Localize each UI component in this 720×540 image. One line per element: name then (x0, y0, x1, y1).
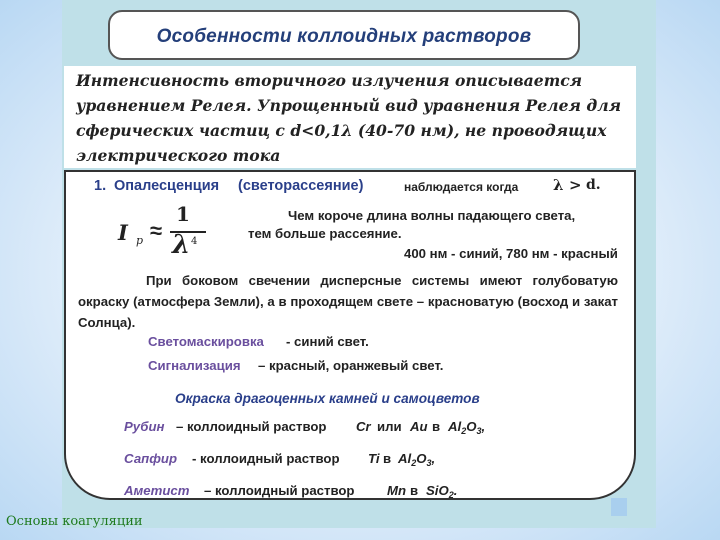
formula-intensity: I (118, 220, 128, 245)
intro-text: Интенсивность вторичного излучения описывается уравнением Релея. Упрощенный вид уравнения Релея для сферических частиц с d<0,1λ (40-70 нм), не проводящих электрического тока (76, 71, 622, 165)
section-number: 1. (94, 178, 107, 194)
condition-gt: > (569, 176, 582, 194)
ruby-text: – коллоидный раствор (176, 419, 327, 434)
signal-value: – красный, оранжевый свет. (258, 358, 444, 373)
section-condition: наблюдается когда (404, 180, 519, 194)
sapphire-text: - коллоидный раствор (192, 451, 340, 466)
ruby-metal-2: Au (410, 419, 428, 434)
decorative-square (611, 498, 627, 516)
sapphire-formula: $Al_2O_3$, (398, 451, 436, 468)
formula-numerator: 1 (176, 202, 190, 226)
condition-lambda: λ (553, 176, 564, 194)
footer-link[interactable]: Основы коагуляции (6, 514, 143, 529)
note-line-1: Чем короче длина волны падающего света, (288, 208, 576, 223)
condition-d: d. (586, 177, 601, 193)
amethyst-text: – коллоидный раствор (204, 483, 355, 498)
formula-subscript-p: p (136, 234, 144, 247)
ruby-in: в (432, 419, 441, 434)
mask-label: Светомаскировка (148, 334, 264, 349)
ruby-metal-1: Cr (356, 419, 371, 434)
sapphire-label: Сапфир (124, 451, 178, 466)
ruby-formula: $Al_2O_3$, (448, 419, 486, 436)
ruby-label: Рубин (124, 419, 165, 434)
ruby-or: или (377, 419, 402, 434)
amethyst-label: Аметист (124, 483, 190, 498)
note-line-3: 400 нм - синий, 780 нм - красный (404, 246, 618, 261)
mask-value: - синий свет. (286, 334, 369, 349)
signal-label: Сигнализация (148, 358, 241, 373)
note-line-2: тем больше рассеяние. (248, 226, 402, 241)
amethyst-metal: Mn (387, 483, 407, 498)
scattering-paragraph (78, 270, 618, 333)
scattering-paragraph-text: При боковом свечении дисперсные системы имеют голубоватую окраску (атмосфера Земли), а в проходящем свете – красноватую (восход и закат Солнца). (78, 273, 618, 330)
sapphire-in: в (383, 451, 392, 466)
amethyst-formula: SiO$_2$. (426, 483, 458, 500)
section-paren: (светорассеяние) (238, 178, 364, 194)
sapphire-metal: Ti (368, 451, 380, 466)
amethyst-in: в (410, 483, 419, 498)
slide-title: Особенности коллоидных растворов (156, 26, 532, 47)
formula-lambda: λ (172, 230, 191, 260)
formula-approx-sign: ≈ (150, 218, 163, 243)
section-name: Опалесценция (114, 178, 220, 194)
gems-heading: Окраска драгоценных камней и самоцветов (175, 391, 480, 406)
formula-power: 4 (191, 236, 198, 247)
